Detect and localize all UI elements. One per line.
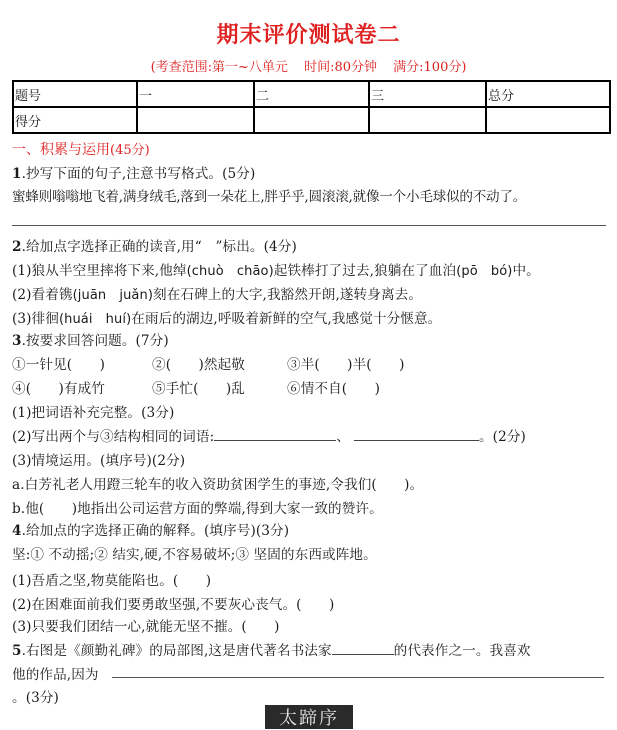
question-2-item-1: [12, 259, 540, 279]
question-4-definition: 坚:① 不动摇;② 结实,硬,不容易破坏;③ 坚固的东西或阵地。: [12, 547, 377, 563]
pinyin-choice[interactable]: (chuò chāo): [186, 264, 274, 279]
exam-time: 时间:80分钟: [304, 60, 378, 75]
idiom-row-1: [12, 353, 404, 373]
page-title: 期末评价测试卷二: [216, 23, 401, 48]
question-number: 2: [12, 239, 22, 255]
question-2-item-3: [12, 307, 441, 327]
item-text: 。(2分): [478, 429, 526, 445]
idiom-blank-5[interactable]: ⑤手忙( )乱: [152, 381, 245, 397]
item-text: (3)徘徊: [12, 311, 59, 327]
item-text: (1)狼从半空里摔将下来,他绰: [12, 263, 187, 279]
question-text: .按要求回答问题。(7分): [21, 333, 169, 349]
question-number: 4: [12, 523, 22, 539]
question-1-prompt: [12, 162, 255, 182]
idiom-blank-6[interactable]: ⑥情不自( ): [287, 381, 380, 397]
item-text: 中。: [512, 263, 540, 279]
cell-section-3: 三: [369, 81, 486, 107]
idiom-blank-2[interactable]: ②( )然起敬: [152, 357, 245, 373]
question-1-sentence: 蜜蜂则嗡嗡地飞着,满身绒毛,落到一朵花上,胖乎乎,圆滚滚,就像一个小毛球似的不动了。: [12, 189, 527, 205]
calligraphy-stele-image: 太蹄序: [265, 705, 353, 729]
idiom-row-2: [12, 377, 380, 397]
question-number: 3: [12, 333, 22, 349]
item-text: 刻在石碑上的大字,我豁然开朗,遂转身离去。: [153, 287, 423, 303]
exam-scope: (考查范围:第一~八单元: [150, 60, 288, 75]
cell-section-1: 一: [137, 81, 254, 107]
question-text: .给加点的字选择正确的解释。(填序号)(3分): [21, 523, 290, 539]
question-3-prompt: [12, 329, 169, 349]
score-field-section-2[interactable]: [254, 107, 369, 133]
answer-line-q1[interactable]: [12, 225, 606, 226]
section-heading: [12, 139, 150, 159]
reason-answer-line[interactable]: [112, 677, 604, 678]
question-text: .右图是《颜勤礼碑》的局部图,这是唐代著名书法家: [21, 643, 332, 659]
exam-info: [0, 56, 617, 75]
calligrapher-blank[interactable]: [332, 642, 394, 655]
question-5-line-2: [12, 663, 99, 683]
question-3-sub-3: (3)情境运用。(填序号)(2分): [12, 453, 186, 469]
score-field-section-3[interactable]: [369, 107, 486, 133]
question-text: 的代表作之一。我喜欢: [393, 643, 531, 659]
pinyin-choice[interactable]: (pō bó): [456, 264, 513, 279]
cell-question-number-label: 题号: [13, 81, 137, 107]
score-table-header-row: [13, 81, 610, 107]
question-5-line-1: [12, 639, 531, 659]
score-table-score-row: [13, 107, 610, 133]
item-text: (2)写出两个与③结构相同的词语:: [12, 429, 215, 445]
idiom-blank-3[interactable]: ③半( )半( ): [287, 357, 405, 373]
question-4-item-1[interactable]: (1)吾盾之坚,物莫能陷也。( ): [12, 573, 212, 589]
score-field-total[interactable]: [486, 107, 610, 133]
answer-blank-1[interactable]: [214, 428, 336, 441]
pinyin-choice[interactable]: (huái huí): [58, 312, 132, 327]
question-5-line-3: 。(3分): [12, 690, 59, 706]
idiom-blank-1[interactable]: ①一针见( ): [12, 357, 105, 373]
idiom-blank-4[interactable]: ④( )有成竹: [12, 381, 105, 397]
question-4-item-3[interactable]: (3)只要我们团结一心,就能无坚不摧。( ): [12, 619, 280, 635]
section-title: 一、积累与运用: [12, 142, 110, 158]
section-points: (45分): [110, 143, 150, 158]
score-field-section-1[interactable]: [137, 107, 254, 133]
item-text: 在雨后的湖边,呼吸着新鲜的空气,我感觉十分惬意。: [131, 311, 442, 327]
item-text: 起铁棒打了过去,狼躺在了血泊: [273, 263, 457, 279]
question-3-sub-3a[interactable]: a.白芳礼老人用蹬三轮车的收入资助贫困学生的事迹,令我们( )。: [12, 477, 424, 493]
question-4-item-2[interactable]: (2)在困难面前我们要勇敢坚强,不要灰心丧气。( ): [12, 597, 335, 613]
question-3-sub-3b[interactable]: b.他( )地指出公司运营方面的弊端,得到大家一致的赞许。: [12, 501, 383, 517]
question-text: 他的作品,因为: [12, 667, 99, 683]
pinyin-choice[interactable]: (juān juǎn): [72, 288, 153, 303]
exam-full-score: 满分:100分): [393, 60, 467, 75]
question-3-sub-2: [12, 425, 526, 445]
question-4-prompt: [12, 519, 289, 539]
question-3-sub-1: (1)把词语补充完整。(3分): [12, 405, 175, 421]
cell-section-2: 二: [254, 81, 369, 107]
question-2-prompt: [12, 235, 297, 255]
cell-total: 总分: [486, 81, 610, 107]
question-text: .抄写下面的句子,注意书写格式。(5分): [21, 166, 256, 182]
question-text: .给加点字选择正确的读音,用“ ”标出。(4分): [21, 239, 297, 255]
question-number: 1: [12, 166, 22, 182]
answer-blank-2[interactable]: [354, 428, 479, 441]
cell-score-label: 得分: [13, 107, 137, 133]
question-2-item-2: [12, 283, 422, 303]
separator: 、: [336, 429, 350, 445]
item-text: (2)看着镌: [12, 287, 73, 303]
score-table: [12, 80, 611, 134]
question-number: 5: [12, 643, 22, 659]
